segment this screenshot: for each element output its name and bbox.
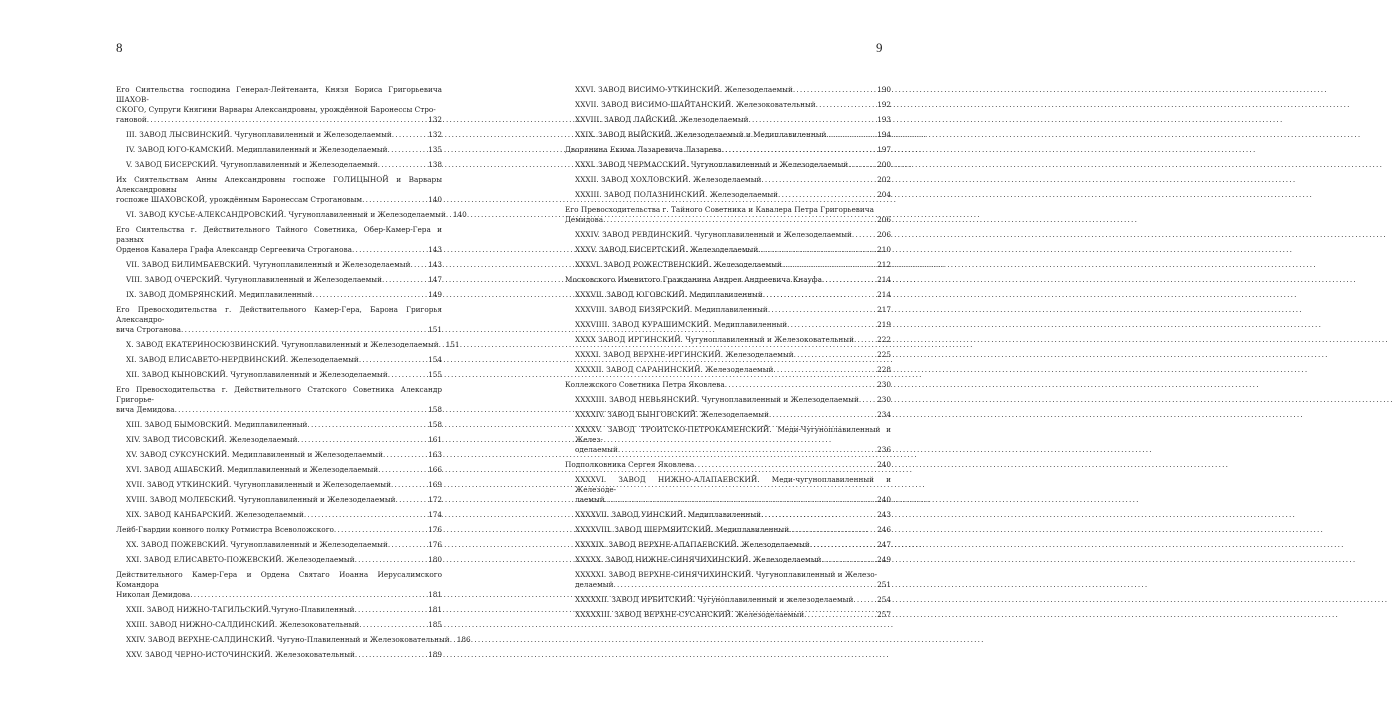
toc-page-number: 138 [428, 160, 442, 169]
toc-page-number: 204 [877, 190, 891, 199]
dot-leader [694, 460, 876, 470]
toc-entry [116, 555, 442, 565]
toc-entry [116, 275, 442, 285]
toc-column-right [565, 80, 891, 620]
dot-leader [613, 580, 876, 590]
dot-leader [853, 595, 876, 605]
toc-page-number: 206 [877, 215, 891, 224]
toc-entry [116, 465, 442, 475]
dot-leader [758, 245, 876, 255]
toc-heading-line: Его Превосходительства г. Действительного Статского Советника Александр Григорье- [116, 385, 442, 404]
dot-leader [396, 495, 428, 505]
toc-entry-text: Дворянина Екима Лазаревича Лазарева [565, 145, 722, 154]
toc-page-number: 155 [428, 370, 442, 379]
dot-leader [147, 115, 427, 125]
toc-entry [116, 650, 442, 660]
dot-leader [794, 350, 876, 360]
dot-leader [603, 215, 876, 225]
toc-owner-heading [116, 175, 442, 205]
toc-heading-line: XXXXVI. ЗАВОД НИЖНО-АЛАПАЕВСКИЙ. Меди-чугуноплавиленный и Железоде- [575, 475, 891, 494]
toc-entry [116, 495, 442, 505]
toc-entry [565, 395, 891, 405]
toc-page-number: 132 [428, 115, 442, 124]
toc-entry-text: XXXXXIII. ЗАВОД ВЕРХНЕ-СУСАНСКИЙ. Железоделаемый [575, 610, 805, 619]
toc-entry [565, 260, 891, 270]
toc-entry [565, 610, 891, 620]
toc-heading-line: Его Сиятельства г. Действительного Тайного Советника, Обер-Камер-Гера и разных [116, 225, 442, 244]
toc-page-number: 185 [428, 620, 442, 629]
toc-entry-text: XXXIII. ЗАВОД ПОЛАЗНИНСКИЙ. Железоделаемый [575, 190, 779, 199]
toc-owner-heading [116, 525, 442, 535]
toc-entry [565, 130, 891, 140]
dot-leader [388, 145, 428, 155]
toc-page-number: 176 [428, 540, 442, 549]
toc-heading-line: СКОГО, Супруги Княгини Варвары Александровны, урождённой Баронессы Стро- [116, 105, 436, 114]
toc-page-number: 181 [428, 605, 442, 614]
toc-entry [565, 85, 891, 95]
toc-entry [565, 595, 891, 605]
toc-entry-text: VII. ЗАВОД БИЛИМБАЕВСКИЙ. Чугуноплавиленный и Железоделаемый [126, 260, 411, 269]
page-number-left: 8 [116, 40, 123, 55]
toc-owner-heading [116, 385, 442, 415]
toc-page-number: 161 [428, 435, 442, 444]
toc-owner-heading [565, 145, 891, 155]
dot-leader [848, 160, 876, 170]
toc-entry [565, 525, 891, 535]
toc-entry-text: XXXI. ЗАВОД ЧЕРМАССКИЙ. Чугуноплавиленный и Железоделаемый [575, 160, 849, 169]
toc-entry-text: XXII. ЗАВОД НИЖНО-ТАГИЛЬСКИЙ.Чугуно-Плавиленный [126, 605, 355, 614]
toc-entry-text: VIII. ЗАВОД ОЧЕРСКИЙ. Чугуноплавиленный и Железоделаемый [126, 275, 382, 284]
toc-entry [116, 370, 442, 380]
toc-owner-heading [565, 380, 891, 390]
toc-entry-text: XXXXIV. ЗАВОД БЫНГОВСКИЙ. Железоделаемый [575, 410, 769, 419]
toc-entry-text: XXXXI. ЗАВОД ВЕРХНЕ-ИРГИНСКИЙ. Железоделаемый [575, 350, 794, 359]
dot-leader [852, 230, 876, 240]
toc-entry-text: XVI. ЗАВОД АШАБСКИЙ. Медиплавиленный и Железоделаемый [126, 465, 379, 474]
toc-heading-lastline [116, 245, 442, 255]
toc-entry [565, 245, 891, 255]
toc-heading-lastline [565, 215, 891, 225]
toc-page-number: 230 [877, 395, 891, 404]
dot-leader [359, 355, 427, 365]
toc-page-number: 169 [428, 480, 442, 489]
toc-page-number: 192 [877, 100, 891, 109]
toc-entry-text: XXVII. ЗАВОД ВИСИМО-ШАЙТАНСКИЙ. Железоковательный [575, 100, 816, 109]
toc-entry-text: XIII. ЗАВОД БЫМОВСКИЙ. Медиплавиленный [126, 420, 308, 429]
toc-entry [116, 210, 467, 220]
toc-entry [116, 355, 442, 365]
toc-entry-text: XXXXXII. ЗАВОД ИРБИТСКИЙ. Чугуноплавиленный и железоделаемый [575, 595, 854, 604]
toc-entry-text: Подполковника Сергея Яковлева [565, 460, 695, 469]
toc-entry-text: XII. ЗАВОД КЫНОВСКИЙ. Чугуноплавиленный и Железоделаемый [126, 370, 388, 379]
toc-owner-heading [565, 205, 891, 225]
toc-entry [565, 510, 891, 520]
toc-page-number: 254 [877, 595, 891, 604]
toc-entry [565, 160, 891, 170]
toc-entry-text: XXIII. ЗАВОД НИЖНО-САЛДИНСКИЙ. Железоковательный [126, 620, 360, 629]
toc-entry [116, 340, 460, 350]
dot-leader [175, 405, 427, 415]
toc-entry [116, 420, 442, 430]
dot-leader [355, 555, 427, 565]
toc-entry-text: XI. ЗАВОД ЕЛИСАВЕТО-НЕРДВИНСКИЙ. Железоделаемый [126, 355, 359, 364]
toc-heading-text: Демидова [565, 215, 604, 224]
toc-page-number: 163 [428, 450, 442, 459]
toc-entry-text: XXXII. ЗАВОД ХОХЛОВСКИЙ. Железоделаемый [575, 175, 762, 184]
toc-page-number: 135 [428, 145, 442, 154]
toc-entry [565, 175, 891, 185]
toc-owner-heading [116, 85, 442, 125]
toc-entry [565, 320, 891, 330]
toc-entry-text: XXXXVII. ЗАВОД УИНСКИЙ. Медиплавиленный [575, 510, 762, 519]
dot-leader [821, 555, 876, 565]
toc-heading-lastline [116, 590, 442, 600]
toc-page-number: 140 [452, 210, 467, 219]
toc-heading-line: XXXXV. ЗАВОД ТРОИТСКО-ПЕТРОКАМЕНСКИЙ. Меди-Чугуноплавиленный и Желез- [575, 425, 891, 444]
toc-entry [116, 510, 442, 520]
toc-page-number: 158 [428, 420, 442, 429]
dot-leader [334, 525, 427, 535]
toc-column-left [116, 80, 471, 660]
toc-entry-text: XV. ЗАВОД СУКСУНСКИЙ. Медиплавиленный и Железоделаемый [126, 450, 383, 459]
toc-page-number: 147 [428, 275, 442, 284]
toc-entry-text: IX. ЗАВОД ДОМБРЯНСКИЙ. Медиплавиленный [126, 290, 313, 299]
toc-page-number: 158 [428, 405, 442, 414]
dot-leader [793, 85, 876, 95]
dot-leader [804, 610, 876, 620]
dot-leader [392, 130, 427, 140]
dot-leader [763, 290, 876, 300]
toc-entry-text: Московского Именитого Гражданина Андрея Андреевича Кнауфа [565, 275, 822, 284]
toc-entry [116, 260, 442, 270]
toc-heading-text: лаемый [575, 495, 605, 504]
toc-entry-text: XXXVI. ЗАВОД РОЖЕСТВЕНСКИЙ. Железоделаемый [575, 260, 782, 269]
dot-leader [391, 480, 427, 490]
toc-owner-heading [116, 225, 442, 255]
toc-entry-text: XXV. ЗАВОД ЧЕРНО-ИСТОЧИНСКИЙ. Железоковательный [126, 650, 355, 659]
dot-leader [854, 335, 876, 345]
toc-entry-text: X. ЗАВОД ЕКАТЕРИНОСЮЗВИНСКИЙ. Чугуноплавиленный и Железоделаемый [126, 340, 439, 349]
dot-leader [378, 160, 427, 170]
dot-leader [778, 190, 876, 200]
toc-page-number: 181 [428, 590, 442, 599]
dot-leader [768, 305, 876, 315]
toc-owner-heading [565, 275, 891, 285]
dot-leader [859, 395, 876, 405]
toc-owner-heading [116, 570, 442, 600]
toc-entry-text: Коллежского Советника Петра Яковлева [565, 380, 725, 389]
toc-heading-text: гановой [116, 115, 147, 124]
toc-page-number: 214 [877, 275, 891, 284]
dot-leader [352, 245, 427, 255]
dot-leader [382, 275, 427, 285]
toc-entry [565, 410, 891, 420]
dot-leader [605, 495, 876, 505]
toc-page-number: 243 [877, 510, 891, 519]
toc-page-number: 230 [877, 380, 891, 389]
toc-page-number: 249 [877, 555, 891, 564]
toc-page-number: 140 [428, 195, 442, 204]
toc-page-number: 143 [428, 245, 442, 254]
toc-entry-text: Лейб-Гвардии конного полку Ротмистра Всеволожского [116, 525, 334, 534]
toc-page-number: 149 [428, 290, 442, 299]
toc-page-number: 210 [877, 245, 891, 254]
toc-page-number: 236 [877, 445, 891, 454]
dot-leader [410, 260, 427, 270]
toc-entry-text: XIX. ЗАВОД КАНБАРСКИЙ. Железоделаемый [126, 510, 304, 519]
toc-entry-text: IV. ЗАВОД ЮГО-КАМСКИЙ. Медиплавиленный и Железоделаемый [126, 145, 388, 154]
toc-page-number: 166 [428, 465, 442, 474]
toc-entry-text: XIV. ЗАВОД ТИСОВСКИЙ. Железоделаемый [126, 435, 298, 444]
toc-entry [116, 605, 442, 615]
toc-heading-lastline [575, 495, 891, 505]
toc-page-number: 200 [877, 160, 891, 169]
toc-heading-line: Действительного Камер-Гера и Ордена Святаго Иоанна Иерусалимского Командора [116, 570, 442, 589]
toc-heading-text: Орденов Кавалера Графа Александр Сергеевича Строганова [116, 245, 353, 254]
toc-page-number: 194 [877, 130, 891, 139]
toc-entry-text: XXXXX. ЗАВОД НИЖНЕ-СИНЯЧИХИНСКИЙ. Железоделаемый [575, 555, 822, 564]
dot-leader [769, 410, 876, 420]
dot-leader [761, 510, 876, 520]
toc-entry [565, 425, 891, 455]
toc-entry [565, 190, 891, 200]
toc-page-number: 193 [877, 115, 891, 124]
toc-entry [565, 540, 891, 550]
dot-leader [304, 510, 427, 520]
dot-leader [362, 195, 427, 205]
toc-page-number: 154 [428, 355, 442, 364]
toc-heading-lastline [116, 405, 442, 415]
dot-leader [388, 540, 427, 550]
toc-entry-text: V. ЗАВОД БИСЕРСКИЙ. Чугуноплавиленный и Железоделаемый [126, 160, 378, 169]
toc-entry [116, 540, 442, 550]
toc-entry-text: XXXV. ЗАВОД БИСЕРТСКИЙ. Железоделаемый [575, 245, 759, 254]
toc-page-number: 247 [877, 540, 891, 549]
toc-entry [565, 115, 891, 125]
toc-entry [565, 305, 891, 315]
toc-heading-text: вича Демидова [116, 405, 175, 414]
toc-page-number: 143 [428, 260, 442, 269]
toc-heading-text: вича Строганова [116, 325, 182, 334]
toc-entry [116, 620, 442, 630]
dot-leader [181, 325, 427, 335]
toc-page-number: 222 [877, 335, 891, 344]
toc-heading-lastline [116, 325, 442, 335]
toc-entry [565, 290, 891, 300]
toc-heading-line: Его Сиятельства господина Генерал-Лейтенанта, Князя Бориса Григорьевича ШАХОВ- [116, 85, 442, 104]
toc-entry [116, 130, 442, 140]
toc-page-number: 172 [428, 495, 442, 504]
dot-leader [383, 450, 427, 460]
toc-entry [565, 570, 891, 590]
toc-entry-text: XXXX ЗАВОД ИРГИНСКИЙ. Чугуноплавиленный и Железоковательный [575, 335, 854, 344]
toc-entry [116, 435, 442, 445]
toc-owner-heading [116, 305, 442, 335]
toc-entry-text: XXXVIII. ЗАВОД БИЗЯРСКИЙ. Медиплавиленный [575, 305, 768, 314]
toc-page-number: 234 [877, 410, 891, 419]
toc-page-number: 240 [877, 495, 891, 504]
toc-page-number: 219 [877, 320, 891, 329]
toc-heading-lastline [116, 115, 442, 125]
toc-entry [116, 450, 442, 460]
toc-heading-text: Николая Демидова [116, 590, 191, 599]
toc-page-number: 214 [877, 290, 891, 299]
toc-entry-text: XXIX. ЗАВОД ВЫЙСКИЙ. Железоделаемый и Медиплавиленный [575, 130, 827, 139]
dot-leader [722, 145, 877, 155]
dot-leader [359, 620, 427, 630]
toc-page-number: 189 [428, 650, 442, 659]
dot-leader [789, 525, 876, 535]
dot-leader [618, 445, 876, 455]
toc-page-number: 228 [877, 365, 891, 374]
toc-entry [565, 230, 891, 240]
dot-leader [355, 650, 427, 660]
dot-leader [312, 290, 427, 300]
toc-entry [565, 350, 891, 360]
dot-leader [822, 275, 876, 285]
toc-entry [565, 365, 891, 375]
toc-entry [116, 145, 442, 155]
toc-entry-text: XXI. ЗАВОД ЕЛИСАВЕТО-ПОЖЕВСКИЙ. Железоделаемый [126, 555, 355, 564]
toc-entry-text: XXXVII. ЗАВОД ЮГОВСКИЙ. Медиплавиленный [575, 290, 763, 299]
toc-entry [565, 555, 891, 565]
dot-leader [297, 435, 427, 445]
toc-entry-text: XVIII. ЗАВОД МОЛЕБСКИЙ. Чугуноплавиленный и Железоделаемый [126, 495, 396, 504]
dot-leader [773, 365, 876, 375]
toc-page-number: 251 [877, 580, 891, 589]
page-number-right: 9 [876, 40, 883, 55]
toc-page-number: 246 [877, 525, 891, 534]
toc-page-number: 186 [456, 635, 471, 644]
toc-heading-lastline [116, 195, 442, 205]
dot-leader [761, 175, 876, 185]
toc-heading-line: Их Сиятельствам Анны Александровны госпоже ГОЛИЦЫНОЙ и Варвары Александровны [116, 175, 442, 194]
toc-entry-text: XXXXIII. ЗАВОД НЕВЬЯНСКИЙ. Чугуноплавиленный и Железоделаемый [575, 395, 859, 404]
toc-entry [565, 335, 891, 345]
toc-page-number: 257 [877, 610, 891, 619]
toc-page-number: 180 [428, 555, 442, 564]
toc-owner-heading [565, 460, 891, 470]
dot-leader [388, 370, 427, 380]
dot-leader [826, 130, 876, 140]
toc-entry-text: XXIV. ЗАВОД ВЕРХНЕ-САЛДИНСКИЙ. Чугуно-Плавиленный и Железоковательный [126, 635, 450, 644]
toc-entry-text: XXVI. ЗАВОД ВИСИМО-УТКИНСКИЙ. Железоделаемый [575, 85, 793, 94]
toc-entry-text: XXXXII. ЗАВОД САРАНИНСКИЙ. Железоделаемый [575, 365, 774, 374]
toc-page-number: 206 [877, 230, 891, 239]
toc-page-number: 240 [877, 460, 891, 469]
dot-leader [749, 115, 877, 125]
toc-entry [116, 160, 442, 170]
toc-entry [565, 475, 891, 505]
toc-entry [116, 635, 471, 645]
toc-page-number: 190 [877, 85, 891, 94]
toc-entry-text: XXXXVIII. ЗАВОД ШЕРМЯИТСКИЙ. Медиплавиленный [575, 525, 790, 534]
toc-entry-text: XXXVIIII. ЗАВОД КУРАШИМСКИЙ. Медиплавиленный [575, 320, 788, 329]
toc-entry-text: XXXXIX. ЗАВОД ВЕРХНЕ-АЛАПАЕВСКИЙ. Железоделаемый [575, 540, 810, 549]
toc-entry [116, 290, 442, 300]
toc-page-number: 212 [877, 260, 891, 269]
toc-page-number: 176 [428, 525, 442, 534]
toc-entry [565, 100, 891, 110]
toc-heading-lastline [575, 580, 891, 590]
toc-heading-line: Его Превосходительства г. Тайного Советника и Кавалера Петра Григорьевича [565, 205, 874, 214]
toc-page-number: 151 [445, 340, 460, 349]
toc-entry-text: XX. ЗАВОД ПОЖЕВСКИЙ. Чугуноплавиленный и Железоделаемый [126, 540, 388, 549]
dot-leader [816, 100, 876, 110]
toc-page-number: 174 [428, 510, 442, 519]
dot-leader [782, 260, 876, 270]
toc-page-number: 217 [877, 305, 891, 314]
toc-page-number: 225 [877, 350, 891, 359]
toc-page-number: 132 [428, 130, 442, 139]
toc-heading-text: делаемый [575, 580, 614, 589]
toc-page-number: 197 [877, 145, 891, 154]
dot-leader [810, 540, 876, 550]
toc-heading-text: госпоже ШАХОВСКОЙ, урождённым Баронессам Строгановым [116, 195, 363, 204]
toc-entry-text: XXVIII. ЗАВОД ЛАЙСКИЙ. Железоделаемый [575, 115, 749, 124]
dot-leader [787, 320, 876, 330]
toc-entry-text: III. ЗАВОД ЛЫСВИНСКИЙ. Чугуноплавиленный и Железоделаемый [126, 130, 392, 139]
toc-heading-text: оделаемый [575, 445, 618, 454]
dot-leader [355, 605, 428, 615]
toc-page-number: 151 [428, 325, 442, 334]
dot-leader [378, 465, 427, 475]
dot-leader [190, 590, 427, 600]
toc-entry-text: XXXIV. ЗАВОД РЕВДИНСКИЙ. Чугуноплавиленный и Железоделаемый [575, 230, 852, 239]
toc-entry [116, 480, 442, 490]
toc-heading-line: Его Превосходительства г. Действительного Камер-Гера, Барона Григорья Александро- [116, 305, 442, 324]
toc-page-number: 202 [877, 175, 891, 184]
dot-leader [725, 380, 876, 390]
toc-heading-lastline [575, 445, 891, 455]
toc-entry-text: XVII. ЗАВОД УТКИНСКИЙ. Чугуноплавиленный и Железоделаемый [126, 480, 391, 489]
toc-heading-line: XXXXXI. ЗАВОД ВЕРХНЕ-СИНЯЧИХИНСКИЙ. Чугуноплавиленный и Железо- [575, 570, 878, 579]
toc-entry-text: VI. ЗАВОД КУСЬЕ-АЛЕКСАНДРОВСКИЙ. Чугуноплавиленный и Железоделаемый [126, 210, 446, 219]
dot-leader [307, 420, 427, 430]
